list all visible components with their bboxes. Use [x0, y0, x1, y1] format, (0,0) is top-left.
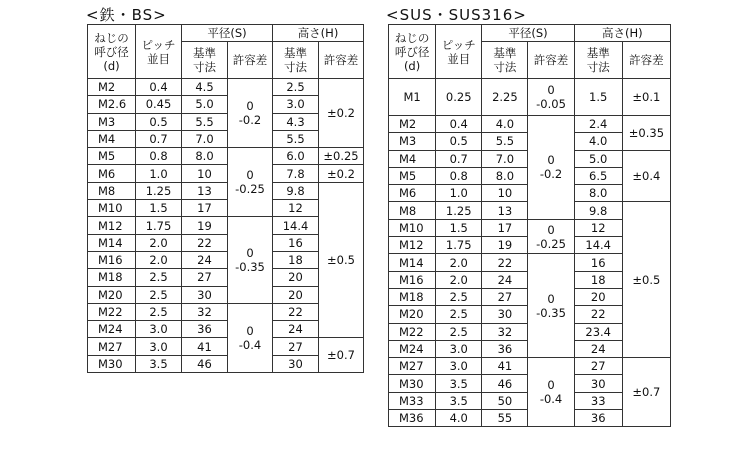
width-basic-cell: 13 [482, 202, 528, 219]
table-row [88, 165, 364, 182]
width-basic-cell: 41 [482, 358, 528, 375]
nominal-cell: M2.6 [88, 96, 136, 113]
nominal-cell: M27 [88, 338, 136, 355]
nominal-cell: M5 [88, 148, 136, 165]
width-basic-cell: 32 [182, 303, 228, 320]
pitch-cell: 2.0 [436, 271, 482, 288]
width-basic-cell: 46 [182, 355, 228, 372]
height-basic-cell: 2.4 [574, 116, 622, 133]
height-basic-cell: 18 [574, 271, 622, 288]
height-basic-cell: 18 [273, 251, 319, 268]
width-basic-cell: 8.0 [482, 167, 528, 184]
height-basic-cell: 12 [574, 219, 622, 236]
width-basic-cell: 55 [482, 410, 528, 427]
nominal-cell: M8 [88, 182, 136, 199]
height-basic-cell: 3.0 [273, 96, 319, 113]
nominal-cell: M5 [389, 167, 436, 184]
width-tolerance-cell: 0 -0.05 [528, 79, 574, 116]
width-basic-cell: 22 [482, 254, 528, 271]
header-nominal-diameter: ねじの 呼び径 (d) [88, 25, 136, 79]
nominal-cell: M2 [88, 79, 136, 96]
header-width-across-flats: 平径(S) [182, 25, 273, 42]
nominal-cell: M24 [88, 321, 136, 338]
nominal-cell: M2 [389, 116, 436, 133]
table-row [389, 358, 671, 375]
width-basic-cell: 4.5 [182, 79, 228, 96]
pitch-cell: 0.7 [436, 150, 482, 167]
height-basic-cell: 23.4 [574, 323, 622, 340]
header-width-across-flats: 平径(S) [482, 25, 574, 42]
width-basic-cell: 7.0 [482, 150, 528, 167]
table-row [88, 182, 364, 199]
table-row [88, 338, 364, 355]
nominal-cell: M8 [389, 202, 436, 219]
height-basic-cell: 20 [273, 286, 319, 303]
pitch-cell: 1.0 [136, 165, 182, 182]
width-basic-cell: 46 [482, 375, 528, 392]
height-basic-cell: 14.4 [574, 237, 622, 254]
nominal-cell: M22 [88, 303, 136, 320]
header-pitch: ピッチ 並目 [136, 25, 182, 79]
height-basic-cell: 22 [273, 303, 319, 320]
width-basic-cell: 24 [482, 271, 528, 288]
height-tolerance-cell: ±0.7 [622, 358, 670, 427]
pitch-cell: 4.0 [436, 410, 482, 427]
nominal-cell: M20 [88, 286, 136, 303]
height-basic-cell: 5.5 [273, 130, 319, 147]
width-tolerance-cell: 0 -0.25 [528, 219, 574, 254]
nominal-cell: M12 [88, 217, 136, 234]
pitch-cell: 3.5 [136, 355, 182, 372]
height-tolerance-cell: ±0.35 [622, 116, 670, 151]
width-basic-cell: 17 [482, 219, 528, 236]
width-basic-cell: 4.0 [482, 116, 528, 133]
nominal-cell: M4 [88, 130, 136, 147]
pitch-cell: 3.0 [136, 338, 182, 355]
height-tolerance-cell: ±0.5 [622, 202, 670, 358]
pitch-cell: 0.5 [436, 133, 482, 150]
nominal-cell: M3 [88, 113, 136, 130]
nominal-cell: M1 [389, 79, 436, 116]
height-basic-cell: 7.8 [273, 165, 319, 182]
height-basic-cell: 4.0 [574, 133, 622, 150]
width-basic-cell: 13 [182, 182, 228, 199]
nominal-cell: M4 [389, 150, 436, 167]
pitch-cell: 2.5 [436, 323, 482, 340]
width-tolerance-cell: 0 -0.4 [228, 303, 273, 372]
height-basic-cell: 4.3 [273, 113, 319, 130]
height-tolerance-cell: ±0.7 [319, 338, 364, 373]
width-basic-cell: 10 [482, 185, 528, 202]
pitch-cell: 2.5 [136, 303, 182, 320]
sus-dimension-table [388, 24, 671, 427]
pitch-cell: 2.5 [136, 286, 182, 303]
width-basic-cell: 19 [182, 217, 228, 234]
header-height-basic: 基準 寸法 [574, 42, 622, 79]
nominal-cell: M18 [88, 269, 136, 286]
nominal-cell: M16 [88, 251, 136, 268]
pitch-cell: 3.5 [436, 392, 482, 409]
height-basic-cell: 30 [574, 375, 622, 392]
nominal-cell: M24 [389, 340, 436, 357]
nominal-cell: M20 [389, 306, 436, 323]
nominal-cell: M30 [389, 375, 436, 392]
header-width-basic: 基準 寸法 [482, 42, 528, 79]
height-basic-cell: 12 [273, 200, 319, 217]
header-nominal-diameter: ねじの 呼び径 (d) [389, 25, 436, 79]
height-basic-cell: 30 [273, 355, 319, 372]
header-width-tolerance: 許容差 [228, 42, 273, 79]
height-basic-cell: 27 [273, 338, 319, 355]
pitch-cell: 1.5 [136, 200, 182, 217]
width-basic-cell: 41 [182, 338, 228, 355]
height-basic-cell: 16 [273, 234, 319, 251]
width-tolerance-cell: 0 -0.35 [228, 217, 273, 303]
pitch-cell: 3.0 [436, 358, 482, 375]
width-tolerance-cell: 0 -0.2 [528, 116, 574, 220]
width-basic-cell: 22 [182, 234, 228, 251]
nominal-cell: M16 [389, 271, 436, 288]
pitch-cell: 1.75 [136, 217, 182, 234]
pitch-cell: 3.5 [436, 375, 482, 392]
height-tolerance-cell: ±0.25 [319, 148, 364, 165]
pitch-cell: 2.5 [136, 269, 182, 286]
width-basic-cell: 8.0 [182, 148, 228, 165]
height-basic-cell: 9.8 [574, 202, 622, 219]
height-basic-cell: 14.4 [273, 217, 319, 234]
height-basic-cell: 36 [574, 410, 622, 427]
width-basic-cell: 5.5 [482, 133, 528, 150]
table-row [389, 116, 671, 133]
height-basic-cell: 20 [574, 288, 622, 305]
height-tolerance-cell: ±0.4 [622, 150, 670, 202]
height-basic-cell: 33 [574, 392, 622, 409]
height-basic-cell: 24 [273, 321, 319, 338]
pitch-cell: 0.5 [136, 113, 182, 130]
width-basic-cell: 5.5 [182, 113, 228, 130]
header-height-basic: 基準 寸法 [273, 42, 319, 79]
height-basic-cell: 16 [574, 254, 622, 271]
steel-dimension-table [87, 24, 364, 373]
width-basic-cell: 17 [182, 200, 228, 217]
header-height: 高さ(H) [273, 25, 364, 42]
pitch-cell: 1.25 [436, 202, 482, 219]
width-tolerance-cell: 0 -0.35 [528, 254, 574, 358]
width-basic-cell: 36 [482, 340, 528, 357]
height-tolerance-cell: ±0.2 [319, 165, 364, 182]
nominal-cell: M10 [389, 219, 436, 236]
nominal-cell: M12 [389, 237, 436, 254]
width-basic-cell: 36 [182, 321, 228, 338]
table-row [88, 148, 364, 165]
height-basic-cell: 9.8 [273, 182, 319, 199]
header-height: 高さ(H) [574, 25, 670, 42]
nominal-cell: M3 [389, 133, 436, 150]
nominal-cell: M10 [88, 200, 136, 217]
pitch-cell: 1.75 [436, 237, 482, 254]
height-basic-cell: 1.5 [574, 79, 622, 116]
pitch-cell: 1.0 [436, 185, 482, 202]
width-basic-cell: 5.0 [182, 96, 228, 113]
height-basic-cell: 5.0 [574, 150, 622, 167]
width-tolerance-cell: 0 -0.4 [528, 358, 574, 427]
header-width-tolerance: 許容差 [528, 42, 574, 79]
width-basic-cell: 10 [182, 165, 228, 182]
width-basic-cell: 19 [482, 237, 528, 254]
height-basic-cell: 24 [574, 340, 622, 357]
nominal-cell: M14 [389, 254, 436, 271]
height-basic-cell: 2.5 [273, 79, 319, 96]
width-basic-cell: 30 [482, 306, 528, 323]
nominal-cell: M22 [389, 323, 436, 340]
width-tolerance-cell: 0 -0.25 [228, 148, 273, 217]
width-basic-cell: 32 [482, 323, 528, 340]
nominal-cell: M18 [389, 288, 436, 305]
pitch-cell: 0.7 [136, 130, 182, 147]
pitch-cell: 2.5 [436, 288, 482, 305]
width-basic-cell: 50 [482, 392, 528, 409]
pitch-cell: 0.4 [136, 79, 182, 96]
height-basic-cell: 6.0 [273, 148, 319, 165]
width-basic-cell: 30 [182, 286, 228, 303]
header-height-tolerance: 許容差 [319, 42, 364, 79]
height-basic-cell: 27 [574, 358, 622, 375]
header-height-tolerance: 許容差 [622, 42, 670, 79]
nominal-cell: M33 [389, 392, 436, 409]
pitch-cell: 2.0 [436, 254, 482, 271]
height-basic-cell: 22 [574, 306, 622, 323]
width-basic-cell: 2.25 [482, 79, 528, 116]
nominal-cell: M30 [88, 355, 136, 372]
height-basic-cell: 20 [273, 269, 319, 286]
nominal-cell: M6 [389, 185, 436, 202]
pitch-cell: 1.25 [136, 182, 182, 199]
pitch-cell: 2.5 [436, 306, 482, 323]
width-basic-cell: 27 [182, 269, 228, 286]
pitch-cell: 0.45 [136, 96, 182, 113]
height-basic-cell: 8.0 [574, 185, 622, 202]
pitch-cell: 3.0 [436, 340, 482, 357]
table-row [88, 79, 364, 96]
width-basic-cell: 24 [182, 251, 228, 268]
nominal-cell: M36 [389, 410, 436, 427]
height-tolerance-cell: ±0.1 [622, 79, 670, 116]
pitch-cell: 1.5 [436, 219, 482, 236]
pitch-cell: 0.8 [136, 148, 182, 165]
pitch-cell: 0.4 [436, 116, 482, 133]
nominal-cell: M27 [389, 358, 436, 375]
pitch-cell: 2.0 [136, 234, 182, 251]
height-tolerance-cell: ±0.2 [319, 79, 364, 148]
sus-table-title: <SUS・SUS316> [386, 6, 527, 24]
width-basic-cell: 7.0 [182, 130, 228, 147]
width-basic-cell: 27 [482, 288, 528, 305]
nominal-cell: M6 [88, 165, 136, 182]
nominal-cell: M14 [88, 234, 136, 251]
pitch-cell: 2.0 [136, 251, 182, 268]
pitch-cell: 0.25 [436, 79, 482, 116]
pitch-cell: 0.8 [436, 167, 482, 184]
header-width-basic: 基準 寸法 [182, 42, 228, 79]
height-basic-cell: 6.5 [574, 167, 622, 184]
pitch-cell: 3.0 [136, 321, 182, 338]
steel-table-title: <鉄・BS> [86, 6, 167, 24]
width-tolerance-cell: 0 -0.2 [228, 79, 273, 148]
height-tolerance-cell: ±0.5 [319, 182, 364, 338]
header-pitch: ピッチ 並目 [436, 25, 482, 79]
